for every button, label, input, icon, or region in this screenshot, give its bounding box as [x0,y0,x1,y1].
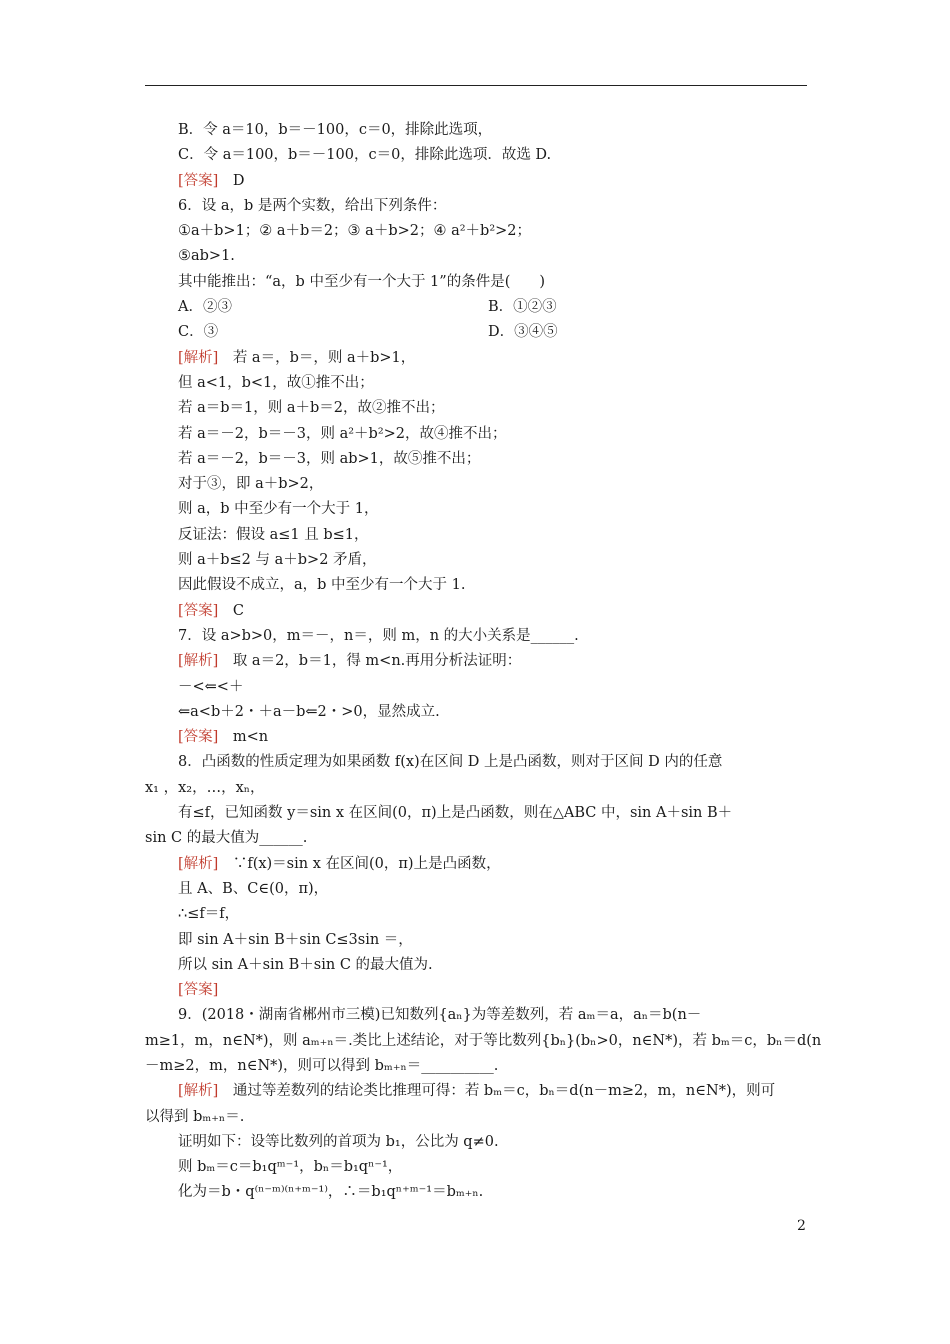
text-line [145,371,809,396]
line-text: m≥1，m，n∈N*)，则 aₘ₊ₙ＝.类比上述结论，对于等比数列{bₙ}(bₙ>0，n∈N*)，若 bₘ＝c，bₙ＝d(n [145,1032,822,1049]
text-line [145,1054,809,1079]
line-text: C [218,602,244,619]
line-text: 化为＝b・q⁽ⁿ⁻ᵐ⁾⁽ⁿ⁺ᵐ⁻¹⁾，∴＝b₁qⁿ⁺ᵐ⁻¹＝bₘ₊ₙ. [178,1184,484,1201]
text-line [145,902,809,927]
line-text: 有≤f，已知函数 y＝sin x 在区间(0，π)上是凸函数，则在△ABC 中，sin A＋sin B＋ [178,805,733,822]
line-text: 对于③，即 a＋b>2， [178,476,324,493]
text-line [145,1130,809,1155]
line-text: 其中能推出：“a，b 中至少有一个大于 1”的条件是( ) [178,273,546,290]
option-0: A．②③ [178,299,232,316]
section-tag: [答案] [178,982,219,999]
line-text: ⑤ab>1. [178,248,235,265]
text-line [145,1180,809,1205]
section-tag: [答案] [178,729,219,746]
section-tag: [答案] [178,172,219,189]
text-line [145,1155,809,1180]
line-text: 6．设 a，b 是两个实数，给出下列条件： [178,197,447,214]
text-line [145,978,809,1003]
line-text: 以得到 bₘ₊ₙ＝. [145,1108,245,1125]
text-line [145,776,809,801]
text-line [145,801,809,826]
text-line [145,447,809,472]
line-text: B．令 a＝10，b＝－100，c＝0，排除此选项， [178,122,493,138]
option-1: B．①②③ [488,299,557,316]
line-text: 若 a＝，b＝，则 a＋b>1， [218,349,416,366]
header-rule [145,85,807,86]
text-line [145,953,809,978]
line-text: 7．设 a>b>0，m＝－，n＝，则 m，n 的大小关系是______. [178,627,579,644]
option-0: C．③ [178,324,219,341]
text-line [145,852,809,877]
line-text: 因此假设不成立，a，b 中至少有一个大于 1. [178,577,466,594]
section-tag: [解析] [178,1083,219,1100]
text-line [145,624,809,649]
line-text: 则 a，b 中至少有一个大于 1， [178,501,379,518]
text-line [145,396,809,421]
section-tag: [解析] [178,349,219,366]
option-1: D．③④⑤ [488,324,558,341]
text-line [145,219,809,244]
text-line [145,320,809,345]
line-text: C．令 a＝100，b＝－100，c＝0，排除此选项．故选 D. [178,147,552,164]
section-tag: [解析] [178,653,219,670]
line-text: 即 sin A＋sin B＋sin C≤3sin ＝， [178,931,413,948]
text-line [145,826,809,851]
page-number: 2 [797,1218,806,1234]
line-text: 9．(2018・湖南省郴州市三模)已知数列{aₙ}为等差数列，若 aₘ＝a，aₙ＝b(n－ [178,1007,702,1024]
text-line [145,118,809,143]
text-line [145,422,809,447]
text-line [145,1029,822,1054]
line-text: 且 A、B、C∈(0，π)， [178,880,329,897]
text-line [145,548,809,573]
line-text: 但 a<1，b<1，故①推不出； [178,374,374,391]
text-line [145,649,809,674]
line-text: D [218,172,245,189]
text-line [145,143,809,168]
line-text: －m≥2，m，n∈N*)，则可以得到 bₘ₊ₙ＝__________. [145,1057,499,1074]
text-line [145,675,809,700]
text-line [145,169,809,194]
section-tag: [解析] [178,855,219,872]
line-text: 证明如下：设等比数列的首项为 b₁，公比为 q≠0. [178,1133,499,1150]
line-text: 反证法：假设 a≤1 且 b≤1， [178,526,369,543]
section-tag: [答案] [178,602,219,619]
line-text: 则 bₘ＝c＝b₁qᵐ⁻¹，bₙ＝b₁qⁿ⁻¹， [178,1159,403,1176]
line-text: 所以 sin A＋sin B＋sin C 的最大值为. [178,956,433,973]
text-line [145,497,809,522]
line-text: 若 a＝b＝1，则 a＋b＝2，故②推不出； [178,400,445,417]
text-line [145,270,809,295]
line-text: m<n [218,729,269,746]
text-line [145,1079,809,1104]
line-text: 通过等差数列的结论类比推理可得：若 bₘ＝c，bₙ＝d(n－m≥2，m，n∈N*)，则可 [218,1083,776,1100]
line-text: 若 a＝－2，b＝－3，则 a²＋b²>2，故④推不出； [178,425,507,442]
text-line [145,523,809,548]
text-line [145,1105,809,1130]
text-line [145,573,809,598]
text-line [145,1003,809,1028]
line-text: 8．凸函数的性质定理为如果函数 f(x)在区间 D 上是凸函数，则对于区间 D 内的任意 [178,754,723,771]
text-line [145,877,809,902]
line-text: 若 a＝－2，b＝－3，则 ab>1，故⑤推不出； [178,450,481,467]
text-line [145,346,809,371]
line-text: 取 a＝2，b＝1，得 m<n.再用分析法证明： [218,653,522,670]
document-body [145,118,822,1206]
text-line [145,750,809,775]
text-line [145,194,809,219]
text-line [145,928,809,953]
text-line [145,700,809,725]
line-text: ⇐a<b＋2・＋a－b⇐2・>0，显然成立. [178,703,440,720]
line-text: 则 a＋b≤2 与 a＋b>2 矛盾， [178,552,377,569]
text-line [145,725,809,750]
text-line [145,599,809,624]
line-text: sin C 的最大值为______. [145,830,308,847]
text-line [145,472,809,497]
line-text: ∵f(x)＝sin x 在区间(0，π)上是凸函数， [218,855,501,872]
text-line [145,244,809,269]
line-text: －<⇐<＋ [178,678,244,695]
text-line [145,295,809,320]
line-text: ∴≤f＝f， [178,906,240,923]
line-text: ①a＋b>1；② a＋b＝2；③ a＋b>2；④ a²＋b²>2； [178,223,532,240]
line-text: x₁ ，x₂，…，xₙ， [145,779,265,796]
